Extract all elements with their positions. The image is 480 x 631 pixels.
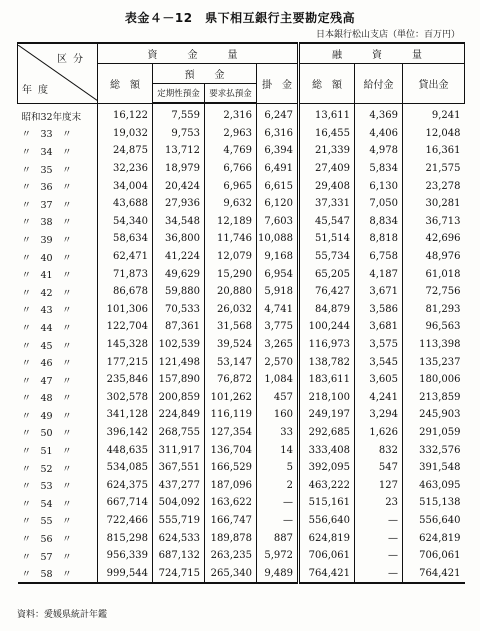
header-uses-group: 融 資 量 xyxy=(299,43,465,64)
table-row xyxy=(18,301,465,319)
value-cell-time: 724,715 xyxy=(153,564,205,583)
value-cell-kyufu: — xyxy=(355,529,403,547)
value-cell-kake: 33 xyxy=(257,424,299,442)
value-cell-kashi: 706,061 xyxy=(403,547,465,565)
table-row xyxy=(18,371,465,389)
year-cell: 〃 57 〃 xyxy=(18,547,98,565)
value-cell-kashi: 81,293 xyxy=(403,301,465,319)
table-body xyxy=(18,103,465,583)
value-cell-kashi: 23,278 xyxy=(403,177,465,195)
year-cell: 〃 39 〃 xyxy=(18,230,98,248)
value-cell-ltotal: 55,734 xyxy=(299,248,355,266)
year-cell: 〃 49 〃 xyxy=(18,406,98,424)
value-cell-time: 18,979 xyxy=(153,160,205,178)
value-cell-time: 7,559 xyxy=(153,103,205,125)
year-cell: 〃 47 〃 xyxy=(18,371,98,389)
value-cell-time: 121,498 xyxy=(153,353,205,371)
value-cell-kyufu: 4,978 xyxy=(355,142,403,160)
header-benefit-funds: 給付金 xyxy=(355,64,403,104)
year-cell: 〃 46 〃 xyxy=(18,353,98,371)
value-cell-demand: 76,872 xyxy=(205,371,257,389)
source-footer: 資料：愛媛県統計年鑑 xyxy=(17,610,108,620)
year-cell: 〃 43 〃 xyxy=(18,301,98,319)
value-cell-demand: 263,235 xyxy=(205,547,257,565)
value-cell-ltotal: 21,339 xyxy=(299,142,355,160)
value-cell-demand: 163,622 xyxy=(205,494,257,512)
value-cell-kashi: 391,548 xyxy=(403,459,465,477)
value-cell-kyufu: 6,130 xyxy=(355,177,403,195)
header-installments: 掛 金 xyxy=(257,64,299,104)
value-cell-kyufu: 3,671 xyxy=(355,283,403,301)
table-row xyxy=(18,248,465,266)
value-cell-kyufu: — xyxy=(355,547,403,565)
header-deposits: 預 金 xyxy=(153,64,257,84)
value-cell-time: 27,936 xyxy=(153,195,205,213)
value-cell-kyufu: 3,681 xyxy=(355,318,403,336)
value-cell-demand: 265,340 xyxy=(205,564,257,583)
value-cell-kake: 6,120 xyxy=(257,195,299,213)
value-cell-time: 268,755 xyxy=(153,424,205,442)
value-cell-total: 54,340 xyxy=(98,213,153,231)
value-cell-kashi: 556,640 xyxy=(403,512,465,530)
value-cell-kyufu: 127 xyxy=(355,476,403,494)
year-cell: 〃 35 〃 xyxy=(18,160,98,178)
value-cell-demand: 166,747 xyxy=(205,512,257,530)
source-unit-note: 日本銀行松山支店（単位：百万円） xyxy=(315,30,460,40)
table-row xyxy=(18,213,465,231)
header-corner xyxy=(18,43,98,103)
value-cell-demand: 166,529 xyxy=(205,459,257,477)
value-cell-kashi: 291,059 xyxy=(403,424,465,442)
value-cell-total: 956,339 xyxy=(98,547,153,565)
value-cell-demand: 101,262 xyxy=(205,389,257,407)
value-cell-total: 235,846 xyxy=(98,371,153,389)
value-cell-time: 311,917 xyxy=(153,441,205,459)
value-cell-kashi: 463,095 xyxy=(403,476,465,494)
value-cell-kashi: 21,575 xyxy=(403,160,465,178)
value-cell-kyufu: 4,406 xyxy=(355,125,403,143)
value-cell-total: 58,634 xyxy=(98,230,153,248)
value-cell-ltotal: 116,973 xyxy=(299,336,355,354)
header-demand-deposits: 要求払預金 xyxy=(205,84,257,104)
value-cell-time: 87,361 xyxy=(153,318,205,336)
value-cell-kake: 10,088 xyxy=(257,230,299,248)
value-cell-kake: 9,489 xyxy=(257,564,299,583)
value-cell-kake: 9,168 xyxy=(257,248,299,266)
table-row xyxy=(18,336,465,354)
value-cell-ltotal: 556,640 xyxy=(299,512,355,530)
value-cell-ltotal: 13,611 xyxy=(299,103,355,125)
year-cell: 〃 36 〃 xyxy=(18,177,98,195)
table-row xyxy=(18,476,465,494)
value-cell-total: 667,714 xyxy=(98,494,153,512)
value-cell-total: 62,471 xyxy=(98,248,153,266)
value-cell-kake: 4,741 xyxy=(257,301,299,319)
value-cell-kyufu: 4,241 xyxy=(355,389,403,407)
value-cell-demand: 39,524 xyxy=(205,336,257,354)
deposit-balance-table xyxy=(17,42,465,584)
value-cell-ltotal: 706,061 xyxy=(299,547,355,565)
table-title: 表金４－12 県下相互銀行主要勘定残高 xyxy=(124,11,356,25)
value-cell-kyufu: 3,575 xyxy=(355,336,403,354)
value-cell-kake: 6,491 xyxy=(257,160,299,178)
value-cell-kashi: 61,018 xyxy=(403,265,465,283)
value-cell-demand: 127,354 xyxy=(205,424,257,442)
value-cell-demand: 4,769 xyxy=(205,142,257,160)
value-cell-kyufu: 3,586 xyxy=(355,301,403,319)
value-cell-kake: 6,316 xyxy=(257,125,299,143)
value-cell-kashi: 12,048 xyxy=(403,125,465,143)
value-cell-demand: 2,316 xyxy=(205,103,257,125)
value-cell-kyufu: — xyxy=(355,512,403,530)
value-cell-total: 341,128 xyxy=(98,406,153,424)
value-cell-demand: 9,632 xyxy=(205,195,257,213)
value-cell-total: 302,578 xyxy=(98,389,153,407)
value-cell-time: 200,859 xyxy=(153,389,205,407)
value-cell-time: 367,551 xyxy=(153,459,205,477)
year-cell: 〃 58 〃 xyxy=(18,564,98,583)
value-cell-kake: 7,603 xyxy=(257,213,299,231)
value-cell-demand: 11,746 xyxy=(205,230,257,248)
value-cell-kashi: 332,576 xyxy=(403,441,465,459)
value-cell-kake: 14 xyxy=(257,441,299,459)
table-row xyxy=(18,177,465,195)
year-cell: 〃 40 〃 xyxy=(18,248,98,266)
value-cell-kake: 6,615 xyxy=(257,177,299,195)
value-cell-ltotal: 51,514 xyxy=(299,230,355,248)
value-cell-kyufu: 832 xyxy=(355,441,403,459)
year-cell: 〃 41 〃 xyxy=(18,265,98,283)
corner-label-category: 区分 xyxy=(57,54,89,66)
year-cell: 〃 56 〃 xyxy=(18,529,98,547)
value-cell-kake: 6,394 xyxy=(257,142,299,160)
value-cell-total: 815,298 xyxy=(98,529,153,547)
year-cell: 〃 50 〃 xyxy=(18,424,98,442)
table-row xyxy=(18,353,465,371)
value-cell-kashi: 96,563 xyxy=(403,318,465,336)
value-cell-ltotal: 76,427 xyxy=(299,283,355,301)
value-cell-kyufu: 547 xyxy=(355,459,403,477)
value-cell-time: 49,629 xyxy=(153,265,205,283)
value-cell-kyufu: 1,626 xyxy=(355,424,403,442)
header-loans: 貸出金 xyxy=(403,64,465,104)
year-cell: 〃 34 〃 xyxy=(18,142,98,160)
value-cell-total: 396,142 xyxy=(98,424,153,442)
header-funds-group: 資 金 量 xyxy=(98,43,299,64)
year-cell: 〃 44 〃 xyxy=(18,318,98,336)
value-cell-kake: 6,247 xyxy=(257,103,299,125)
table-row xyxy=(18,547,465,565)
value-cell-kashi: 515,138 xyxy=(403,494,465,512)
value-cell-kyufu: — xyxy=(355,564,403,583)
table-row xyxy=(18,142,465,160)
table-row xyxy=(18,529,465,547)
value-cell-ltotal: 45,547 xyxy=(299,213,355,231)
value-cell-ltotal: 183,611 xyxy=(299,371,355,389)
value-cell-kake: 1,084 xyxy=(257,371,299,389)
value-cell-demand: 53,147 xyxy=(205,353,257,371)
value-cell-kashi: 16,361 xyxy=(403,142,465,160)
value-cell-ltotal: 16,455 xyxy=(299,125,355,143)
table-row xyxy=(18,103,465,125)
value-cell-ltotal: 27,409 xyxy=(299,160,355,178)
value-cell-kyufu: 4,369 xyxy=(355,103,403,125)
value-cell-time: 224,849 xyxy=(153,406,205,424)
year-cell: 〃 37 〃 xyxy=(18,195,98,213)
value-cell-kashi: 245,903 xyxy=(403,406,465,424)
value-cell-time: 102,539 xyxy=(153,336,205,354)
value-cell-ltotal: 333,408 xyxy=(299,441,355,459)
value-cell-kyufu: 8,834 xyxy=(355,213,403,231)
value-cell-kashi: 48,976 xyxy=(403,248,465,266)
table-row xyxy=(18,195,465,213)
value-cell-total: 71,873 xyxy=(98,265,153,283)
value-cell-demand: 26,032 xyxy=(205,301,257,319)
value-cell-time: 624,533 xyxy=(153,529,205,547)
value-cell-time: 555,719 xyxy=(153,512,205,530)
value-cell-ltotal: 624,819 xyxy=(299,529,355,547)
value-cell-time: 437,277 xyxy=(153,476,205,494)
year-cell: 〃 42 〃 xyxy=(18,283,98,301)
value-cell-kake: — xyxy=(257,512,299,530)
value-cell-ltotal: 249,197 xyxy=(299,406,355,424)
value-cell-total: 32,236 xyxy=(98,160,153,178)
year-cell: 〃 54 〃 xyxy=(18,494,98,512)
value-cell-demand: 12,079 xyxy=(205,248,257,266)
value-cell-time: 687,132 xyxy=(153,547,205,565)
value-cell-demand: 2,963 xyxy=(205,125,257,143)
year-cell: 〃 52 〃 xyxy=(18,459,98,477)
value-cell-ltotal: 764,421 xyxy=(299,564,355,583)
corner-label-year: 年度 xyxy=(22,85,54,97)
table-row xyxy=(18,160,465,178)
value-cell-ltotal: 37,331 xyxy=(299,195,355,213)
table-row xyxy=(18,564,465,583)
value-cell-kake: 6,954 xyxy=(257,265,299,283)
year-cell: 〃 48 〃 xyxy=(18,389,98,407)
value-cell-kake: — xyxy=(257,494,299,512)
value-cell-kake: 2,570 xyxy=(257,353,299,371)
value-cell-total: 122,704 xyxy=(98,318,153,336)
value-cell-kashi: 135,237 xyxy=(403,353,465,371)
table-row xyxy=(18,125,465,143)
value-cell-kashi: 36,713 xyxy=(403,213,465,231)
table-row xyxy=(18,318,465,336)
value-cell-kyufu: 5,834 xyxy=(355,160,403,178)
value-cell-kake: 457 xyxy=(257,389,299,407)
year-cell: 〃 45 〃 xyxy=(18,336,98,354)
value-cell-kashi: 180,006 xyxy=(403,371,465,389)
value-cell-demand: 15,290 xyxy=(205,265,257,283)
year-cell: 〃 51 〃 xyxy=(18,441,98,459)
value-cell-time: 34,548 xyxy=(153,213,205,231)
header-total: 総 額 xyxy=(98,64,153,104)
value-cell-total: 145,328 xyxy=(98,336,153,354)
value-cell-kake: 5 xyxy=(257,459,299,477)
value-cell-total: 177,215 xyxy=(98,353,153,371)
value-cell-demand: 20,880 xyxy=(205,283,257,301)
value-cell-kake: 2 xyxy=(257,476,299,494)
value-cell-total: 999,544 xyxy=(98,564,153,583)
table-row xyxy=(18,230,465,248)
value-cell-kake: 160 xyxy=(257,406,299,424)
table-row xyxy=(18,424,465,442)
table-row xyxy=(18,389,465,407)
value-cell-total: 43,688 xyxy=(98,195,153,213)
value-cell-time: 504,092 xyxy=(153,494,205,512)
value-cell-total: 448,635 xyxy=(98,441,153,459)
value-cell-time: 9,753 xyxy=(153,125,205,143)
value-cell-ltotal: 65,205 xyxy=(299,265,355,283)
value-cell-kashi: 624,819 xyxy=(403,529,465,547)
value-cell-ltotal: 84,879 xyxy=(299,301,355,319)
value-cell-kake: 887 xyxy=(257,529,299,547)
value-cell-ltotal: 292,685 xyxy=(299,424,355,442)
value-cell-kyufu: 3,294 xyxy=(355,406,403,424)
table-row xyxy=(18,265,465,283)
year-cell: 昭和32年度末 xyxy=(18,103,98,125)
value-cell-kashi: 9,241 xyxy=(403,103,465,125)
value-cell-total: 16,122 xyxy=(98,103,153,125)
table-row xyxy=(18,441,465,459)
value-cell-ltotal: 463,222 xyxy=(299,476,355,494)
value-cell-ltotal: 29,408 xyxy=(299,177,355,195)
value-cell-total: 19,032 xyxy=(98,125,153,143)
value-cell-total: 722,466 xyxy=(98,512,153,530)
value-cell-ltotal: 218,100 xyxy=(299,389,355,407)
value-cell-time: 59,880 xyxy=(153,283,205,301)
table-row xyxy=(18,406,465,424)
value-cell-ltotal: 392,095 xyxy=(299,459,355,477)
value-cell-time: 41,224 xyxy=(153,248,205,266)
value-cell-time: 157,890 xyxy=(153,371,205,389)
value-cell-kashi: 72,756 xyxy=(403,283,465,301)
value-cell-demand: 12,189 xyxy=(205,213,257,231)
value-cell-kyufu: 23 xyxy=(355,494,403,512)
value-cell-total: 86,678 xyxy=(98,283,153,301)
value-cell-kashi: 42,696 xyxy=(403,230,465,248)
value-cell-kashi: 213,859 xyxy=(403,389,465,407)
value-cell-kake: 5,972 xyxy=(257,547,299,565)
year-cell: 〃 53 〃 xyxy=(18,476,98,494)
value-cell-kyufu: 3,605 xyxy=(355,371,403,389)
value-cell-time: 70,533 xyxy=(153,301,205,319)
value-cell-kyufu: 7,050 xyxy=(355,195,403,213)
year-cell: 〃 33 〃 xyxy=(18,125,98,143)
header-loans-total: 総 額 xyxy=(299,64,355,104)
header-time-deposits: 定期性預金 xyxy=(153,84,205,104)
value-cell-kyufu: 6,758 xyxy=(355,248,403,266)
value-cell-ltotal: 515,161 xyxy=(299,494,355,512)
value-cell-kyufu: 8,818 xyxy=(355,230,403,248)
value-cell-total: 534,085 xyxy=(98,459,153,477)
value-cell-kake: 5,918 xyxy=(257,283,299,301)
value-cell-time: 36,800 xyxy=(153,230,205,248)
value-cell-demand: 6,766 xyxy=(205,160,257,178)
value-cell-kashi: 30,281 xyxy=(403,195,465,213)
value-cell-demand: 136,704 xyxy=(205,441,257,459)
value-cell-demand: 116,119 xyxy=(205,406,257,424)
value-cell-demand: 6,965 xyxy=(205,177,257,195)
value-cell-time: 20,424 xyxy=(153,177,205,195)
value-cell-total: 24,875 xyxy=(98,142,153,160)
value-cell-total: 624,375 xyxy=(98,476,153,494)
table-row xyxy=(18,494,465,512)
value-cell-demand: 187,096 xyxy=(205,476,257,494)
value-cell-demand: 189,878 xyxy=(205,529,257,547)
value-cell-kyufu: 3,545 xyxy=(355,353,403,371)
value-cell-total: 34,004 xyxy=(98,177,153,195)
value-cell-kashi: 113,398 xyxy=(403,336,465,354)
table-row xyxy=(18,512,465,530)
value-cell-kashi: 764,421 xyxy=(403,564,465,583)
value-cell-ltotal: 138,782 xyxy=(299,353,355,371)
table-row xyxy=(18,283,465,301)
value-cell-time: 13,712 xyxy=(153,142,205,160)
year-cell: 〃 55 〃 xyxy=(18,512,98,530)
value-cell-kake: 3,775 xyxy=(257,318,299,336)
value-cell-ltotal: 100,244 xyxy=(299,318,355,336)
value-cell-total: 101,306 xyxy=(98,301,153,319)
value-cell-kake: 3,265 xyxy=(257,336,299,354)
table-row xyxy=(18,459,465,477)
value-cell-kyufu: 4,187 xyxy=(355,265,403,283)
value-cell-demand: 31,568 xyxy=(205,318,257,336)
year-cell: 〃 38 〃 xyxy=(18,213,98,231)
